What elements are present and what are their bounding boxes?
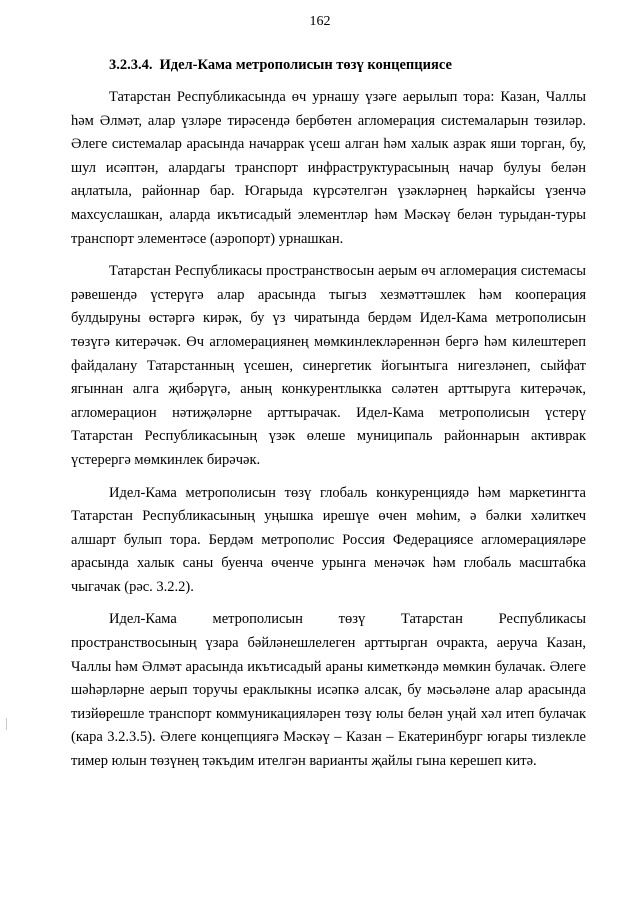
section-number: 3.2.3.4. xyxy=(109,57,153,73)
paragraph: Татарстан Республикасында өч урнашу үзәге аерылып тора: Казан, Чаллы һәм Әлмәт, алар үзләре тирәсендә бербөтен агломерация системаларын төзиләр. Әлеге системалар арасында начаррак үсеш алган һәм халык азрак яши торган, бу, шул исәптән, алардагы транспорт инфраструктурасының начар булуы белән аңлатыла, районнар бар. Югарыда күрсәтелгән үзәкләрнең һәркайсы үзенчә махсуслашкан, аларда икътисадый элементләр һәм Мәскәү белән турыдан-туры транспорт элементәсе (аэропорт) урнашкан. xyxy=(71,89,586,247)
section-title: Идел-Кама метрополисын төзү концепциясе xyxy=(159,57,452,73)
paragraph: Идел-Кама метрополисын төзү Татарстан Республикасы пространствосының үзара бәйләнешлелеген арттырган очракта, аеруча Казан, Чаллы һәм Әлмәт арасында икътисадый араны киметкәндә мөмкин булачак. Әлеге шәһәрләрне аерып торучы ераклыкны исәпкә алсак, бу мәсьәләне алар арасында тизйөрешле транспорт коммуникацияләрен төзү юлы белән уңай хәл итеп булачак (кара 3.2.3.5). Әлеге концепциягә Мәскәү – Казан – Екатеринбург югары тизлекле тимер юлын төзүнең тәкъдим ителгән варианты җайлы гына керешеп китә. xyxy=(71,611,586,770)
paragraph: Татарстан Республикасы пространствосын аерым өч агломерация системасы рәвешендә үстерүгә алар арасында тыгыз хезмәттәшлек һәм кооперация булдыруны өстәргә кирәк, бу үз чиратында бердәм Идел-Кама метрополисын төзүгә китерәчәк. Өч агломерациянең мөмкинлекләреннән бергә һәм килештереп файдалану Татарстанның үсешен, синергетик йогынтыга нигезләнеп, сыйфат ягыннан алга җибәрүгә, аның конкурентлыкка сәләтен арттыруга китерәчәк, агломерацион нәтиҗәләрне арттырачак. Идел-Кама метрополисын үстерү Татарстан Республикасының үзәк өлеше муниципаль районнарын активрак үстерергә мөмкинлек бирәчәк. xyxy=(71,263,586,468)
section-heading xyxy=(109,57,452,74)
page-number: 162 xyxy=(309,14,331,29)
paragraph: Идел-Кама метрополисын төзү глобаль конкуренциядә һәм маркетингта Татарстан Республикасының уңышка ирешүе өчен мөһим, ә бәлки хәлиткеч алшарт булып тора. Бердәм метрополис Россия Федерациясе агломерацияләре арасында халык саны буенча өченче урынга менәчәк һәм глобаль масштабка чыгачак (рәс. 3.2.2). xyxy=(71,484,586,595)
scan-margin-mark xyxy=(6,718,7,730)
body-text xyxy=(71,86,586,774)
